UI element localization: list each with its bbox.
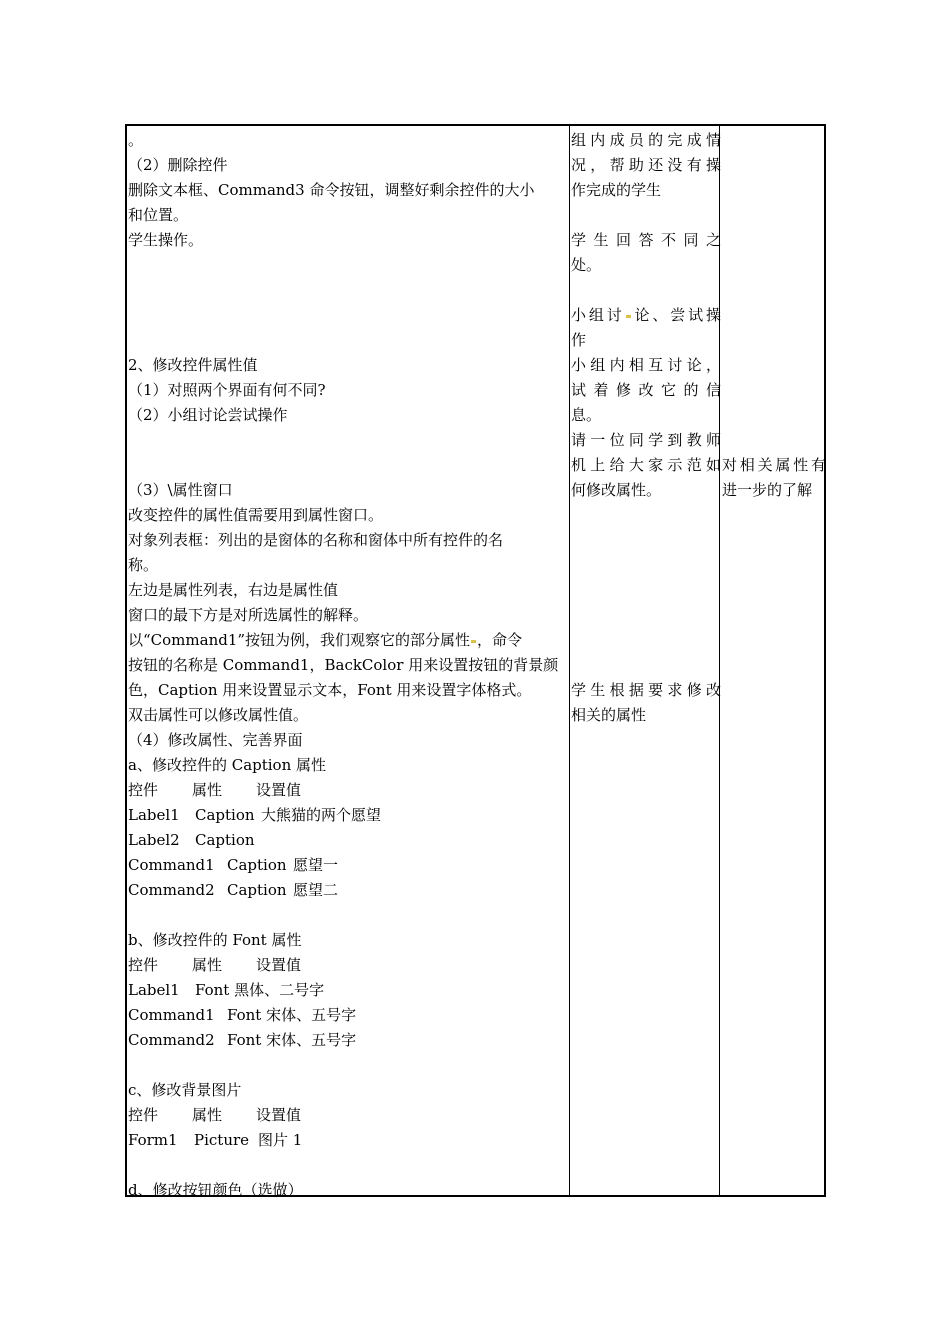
property-row [128,1003,570,1028]
text-line: 删除文本框、Command3 命令按钮，调整好剩余控件的大小 [128,181,535,199]
text-fragment: ，命令 [477,631,523,649]
header-control: 控件 [128,781,159,799]
text-line: 和位置。 [128,206,189,224]
teaching-content-column [128,128,570,1203]
design-intent-column [722,128,826,503]
row-property: Caption [227,881,287,899]
text-line: 双击属性可以修改属性值。 [128,706,309,724]
text-line: d、修改按钮颜色（选做） [128,1181,303,1199]
text-line: 按钮的名称是 Command1，BackColor 用来设置按钮的背景颜 [128,656,559,674]
text-line: 进一步的了解 [722,481,813,499]
header-property: 属性 [192,781,223,799]
row-value: 愿望二 [293,881,339,899]
text-line: 相关的属性 [571,706,647,724]
text-line: b、修改控件的 Font 属性 [128,931,302,949]
property-table-header [128,1103,570,1128]
text-fragment: 小组讨 [571,306,625,324]
text-line: （1）对照两个界面有何不同? [128,381,326,399]
text-line: （3）\属性窗口 [128,481,233,499]
student-activity-column [571,128,721,728]
header-value: 设置值 [256,956,302,974]
property-row [128,803,570,828]
row-control: Form1 [128,1131,178,1149]
row-value: 图片 1 [258,1131,303,1149]
text-line: 学生操作。 [128,231,204,249]
text-line: 组内成员的完成情 [571,131,721,149]
text-line [571,303,721,328]
highlight-mark [471,640,476,643]
header-property: 属性 [192,956,223,974]
section-heading: 2、修改控件属性值 [128,356,258,374]
text-line: 机上给大家示范如 [571,456,721,474]
header-value: 设置值 [256,1106,302,1124]
row-control: Command2 [128,881,215,899]
highlight-mark [626,315,631,318]
property-row [128,1028,570,1053]
text-line: 学生根据要求修改 [571,681,721,699]
row-property: Caption [227,856,287,874]
text-line: 小组内相互讨论， [571,356,721,374]
row-control: Command1 [128,856,215,874]
header-value: 设置值 [256,781,302,799]
property-row [128,878,570,903]
text-line: 学生回答不同之 [571,231,721,249]
header-control: 控件 [128,1106,159,1124]
text-line: 窗口的最下方是对所选属性的解释。 [128,606,369,624]
text-line: 请一位同学到教师 [571,431,721,449]
text-line: 改变控件的属性值需要用到属性窗口。 [128,506,384,524]
row-value: 大熊猫的两个愿望 [261,806,382,824]
text-line: 对相关属性有 [722,456,826,474]
row-value: Font 黑体、二号字 [195,981,325,999]
row-control: Command2 [128,1031,215,1049]
text-line: 处。 [571,256,602,274]
text-line: （4）修改属性、完善界面 [128,731,303,749]
text-fragment: 论、尝试操 [631,306,721,324]
text-line: 作完成的学生 [571,181,662,199]
text-line: 左边是属性列表，右边是属性值 [128,581,339,599]
row-value: 愿望一 [293,856,339,874]
text-line: 。 [128,131,144,149]
text-line: 作 [571,331,587,349]
text-line: 对象列表框：列出的是窗体的名称和窗体中所有控件的名 [128,531,504,549]
row-property: Caption [195,806,255,824]
property-row [128,1128,570,1153]
header-property: 属性 [192,1106,223,1124]
text-line: 试着修改它的信 [571,381,721,399]
property-row [128,978,570,1003]
row-property: Caption [195,831,255,849]
header-control: 控件 [128,956,159,974]
row-control: Label1 [128,981,180,999]
text-line: 况，帮助还没有操 [571,156,721,174]
text-line: 何修改属性。 [571,481,662,499]
property-table-header [128,953,570,978]
property-row [128,828,570,853]
text-line [128,628,570,653]
text-line: （2）删除控件 [128,156,228,174]
text-line: a、修改控件的 Caption 属性 [128,756,327,774]
text-fragment: 以“Command1”按钮为例，我们观察它的部分属性 [128,631,471,649]
property-table-header [128,778,570,803]
property-row [128,853,570,878]
row-control: Label2 [128,831,180,849]
text-line: 色，Caption 用来设置显示文本，Font 用来设置字体格式。 [128,681,532,699]
row-control: Label1 [128,806,180,824]
row-property: Picture [194,1131,250,1149]
lesson-plan-table [125,124,826,1197]
text-line: 息。 [571,406,602,424]
row-value: Font 宋体、五号字 [227,1031,357,1049]
row-value: Font 宋体、五号字 [227,1006,357,1024]
text-line: （2）小组讨论尝试操作 [128,406,288,424]
row-control: Command1 [128,1006,215,1024]
text-line: c、修改背景图片 [128,1081,242,1099]
text-line: 称。 [128,556,159,574]
